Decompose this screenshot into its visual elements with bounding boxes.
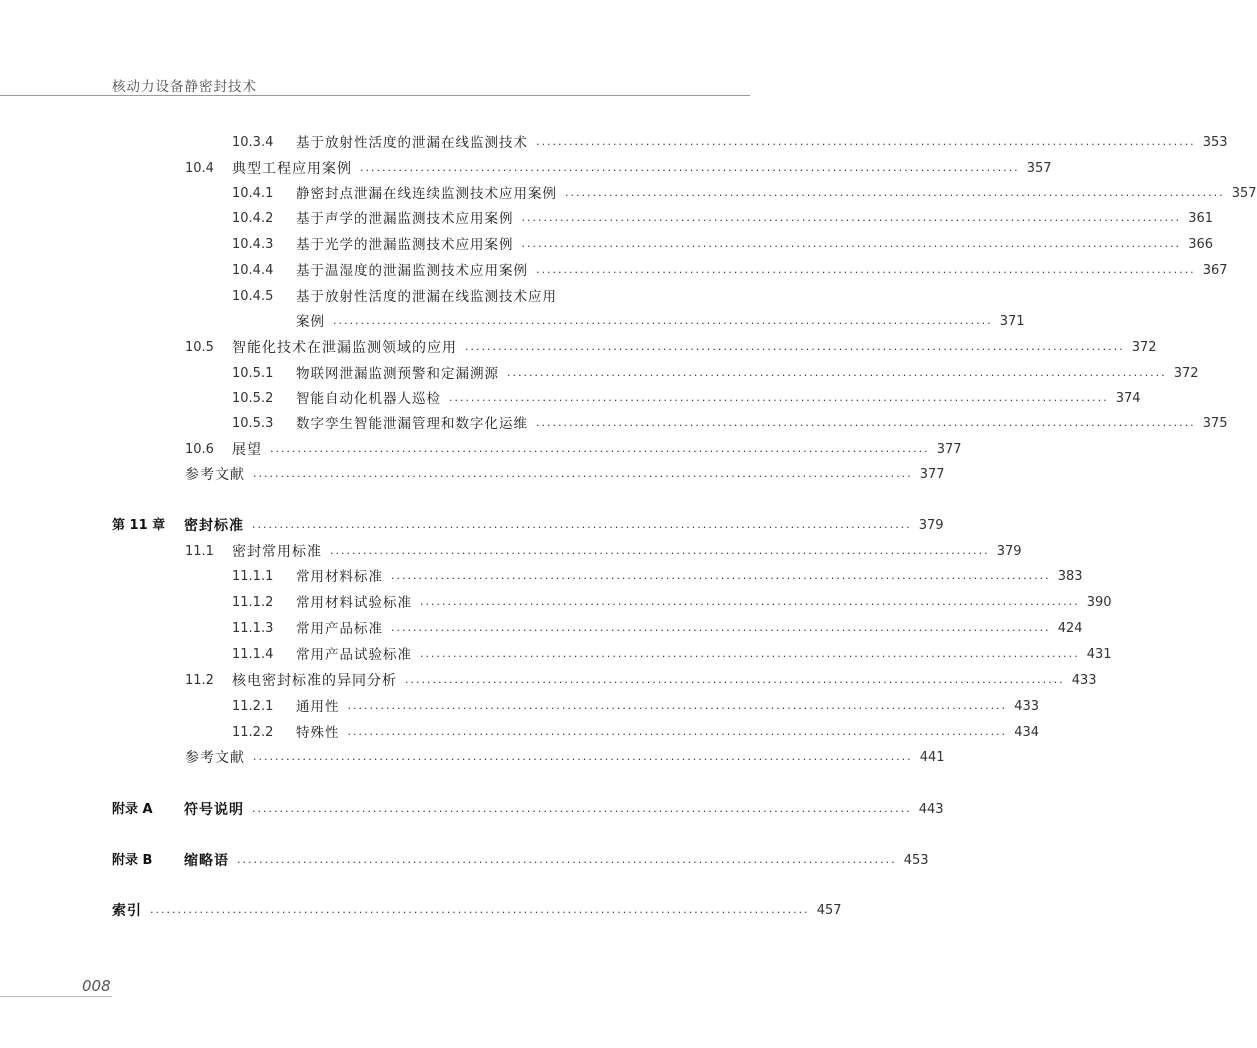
toc-entry-page: 367 xyxy=(1202,263,1228,278)
dot-leader: ························································································································ xyxy=(360,164,1020,177)
toc-entry[interactable] xyxy=(232,590,1112,612)
toc-entry-page: 443 xyxy=(918,802,944,817)
toc-entry-number: 10.4.4 xyxy=(232,263,274,278)
footer-divider xyxy=(0,996,112,997)
toc-entry-page: 457 xyxy=(816,903,842,918)
toc-entry-number: 11.1.3 xyxy=(232,621,274,636)
dot-leader: ························································································································ xyxy=(150,906,810,919)
dot-leader: ························································································································ xyxy=(391,572,1051,585)
toc-entry-number: 11.2.1 xyxy=(232,699,274,714)
toc-entry[interactable] xyxy=(185,668,1097,690)
toc-entry-title: 密封常用标准 xyxy=(232,544,322,560)
toc-entry[interactable] xyxy=(232,616,1083,638)
toc-entry-number: 第 11 章 xyxy=(112,518,166,533)
toc-entry-title: 静密封点泄漏在线连续监测技术应用案例 xyxy=(296,186,557,202)
toc-entry-title: 基于声学的泄漏监测技术应用案例 xyxy=(296,211,514,227)
toc-entry[interactable] xyxy=(112,848,929,870)
toc-entry-number: 10.4 xyxy=(185,161,214,176)
toc-entry-number: 11.1.4 xyxy=(232,647,274,662)
toc-entry[interactable] xyxy=(232,720,1040,742)
toc-entry-number: 10.5.2 xyxy=(232,391,274,406)
toc-entry-page: 431 xyxy=(1086,647,1112,662)
toc-entry-page: 374 xyxy=(1115,391,1141,406)
toc-entry-title: 基于放射性活度的泄漏在线监测技术应用 xyxy=(296,289,557,305)
toc-entry-title: 索引 xyxy=(112,903,142,919)
toc-entry[interactable] xyxy=(232,130,1228,152)
toc-entry-title: 缩略语 xyxy=(184,853,229,869)
toc-entry[interactable] xyxy=(185,156,1052,178)
toc-entry[interactable] xyxy=(185,437,962,459)
toc-entry-page: 379 xyxy=(918,518,944,533)
toc-entry[interactable] xyxy=(232,258,1228,280)
dot-leader: ························································································································ xyxy=(253,470,913,483)
toc-entry-page: 383 xyxy=(1057,569,1083,584)
toc-entry-page: 366 xyxy=(1188,237,1214,252)
toc-entry-page: 357 xyxy=(1026,161,1052,176)
toc-entry-page: 353 xyxy=(1202,135,1228,150)
toc-entry-number: 10.5.1 xyxy=(232,366,274,381)
toc-entry[interactable] xyxy=(232,284,637,306)
toc-entry-title: 参考文献 xyxy=(185,750,245,766)
toc-entry[interactable] xyxy=(232,386,1141,408)
toc-entry-title: 常用产品试验标准 xyxy=(296,647,412,663)
toc-entry-title: 基于放射性活度的泄漏在线监测技术 xyxy=(296,135,528,151)
toc-entry-title: 展望 xyxy=(232,442,262,458)
dot-leader: ························································································································ xyxy=(565,189,1225,202)
dot-leader: ························································································································ xyxy=(449,394,1109,407)
toc-entry-page: 433 xyxy=(1071,673,1097,688)
toc-entry-number: 11.1.1 xyxy=(232,569,274,584)
toc-entry-title: 通用性 xyxy=(296,699,340,715)
book-title: 核动力设备静密封技术 xyxy=(112,79,257,95)
toc-entry[interactable] xyxy=(232,642,1112,664)
toc-entry-number: 10.5 xyxy=(185,340,214,355)
toc-entry[interactable] xyxy=(185,539,1022,561)
dot-leader: ························································································································ xyxy=(330,547,990,560)
toc-entry-title: 符号说明 xyxy=(184,802,244,818)
toc-entry-number: 附录 B xyxy=(112,853,153,868)
toc-entry[interactable] xyxy=(185,335,1157,357)
toc-entry[interactable] xyxy=(185,462,945,484)
toc-entry-page: 441 xyxy=(919,750,945,765)
toc-entry-title: 案例 xyxy=(296,314,325,330)
dot-leader: ························································································································ xyxy=(521,214,1182,227)
toc-entry-number: 10.4.3 xyxy=(232,237,274,252)
toc-entry-number: 10.4.2 xyxy=(232,211,274,226)
toc-entry-number: 11.2.2 xyxy=(232,725,274,740)
dot-leader: ························································································································ xyxy=(536,138,1196,151)
toc-entry-page: 379 xyxy=(996,544,1022,559)
toc-entry-page: 377 xyxy=(919,467,945,482)
toc-entry-number: 10.3.4 xyxy=(232,135,274,150)
toc-entry-title: 基于温湿度的泄漏监测技术应用案例 xyxy=(296,263,528,279)
toc-entry-title: 参考文献 xyxy=(185,467,245,483)
dot-leader: ························································································································ xyxy=(252,805,912,818)
toc-entry-number: 11.2 xyxy=(185,673,214,688)
toc-entry[interactable] xyxy=(232,361,1199,383)
toc-entry-number: 10.4.1 xyxy=(232,186,274,201)
toc-entry-number: 10.4.5 xyxy=(232,289,274,304)
toc-entry-page: 361 xyxy=(1188,211,1214,226)
dot-leader: ························································································································ xyxy=(253,753,913,766)
toc-entry-title: 数字孪生智能泄漏管理和数字化运维 xyxy=(296,416,528,432)
toc-entry-title: 密封标准 xyxy=(184,518,244,534)
toc-entry[interactable] xyxy=(112,797,944,819)
toc-entry-number: 11.1.2 xyxy=(232,595,274,610)
toc-entry[interactable] xyxy=(296,309,1025,331)
toc-entry[interactable] xyxy=(232,564,1083,586)
dot-leader: ························································································································ xyxy=(237,856,897,869)
toc-entry-title: 常用产品标准 xyxy=(296,621,383,637)
toc-entry-page: 357 xyxy=(1231,186,1257,201)
toc-entry-number: 附录 A xyxy=(112,802,153,817)
toc-entry-page: 372 xyxy=(1173,366,1199,381)
toc-entry[interactable] xyxy=(232,181,1257,203)
dot-leader: ························································································································ xyxy=(252,521,912,534)
toc-entry[interactable] xyxy=(232,232,1214,254)
toc-entry-page: 375 xyxy=(1202,416,1228,431)
dot-leader: ························································································································ xyxy=(536,419,1196,432)
toc-entry-number: 11.1 xyxy=(185,544,214,559)
toc-entry-page: 433 xyxy=(1014,699,1040,714)
page-number: 008 xyxy=(82,977,111,995)
toc-entry-page: 390 xyxy=(1086,595,1112,610)
dot-leader: ························································································································ xyxy=(507,369,1167,382)
dot-leader: ························································································································ xyxy=(465,343,1125,356)
dot-leader: ························································································································ xyxy=(333,317,993,330)
toc-entry-title: 典型工程应用案例 xyxy=(232,161,352,177)
toc-entry-title: 物联网泄漏监测预警和定漏溯源 xyxy=(296,366,499,382)
toc-entry-number: 10.5.3 xyxy=(232,416,274,431)
dot-leader: ························································································································ xyxy=(347,702,1008,715)
toc-entry[interactable] xyxy=(232,206,1214,228)
toc-entry-title: 核电密封标准的异同分析 xyxy=(232,673,397,689)
toc-entry[interactable] xyxy=(112,513,944,535)
dot-leader: ························································································································ xyxy=(521,240,1182,253)
dot-leader: ························································································································ xyxy=(347,728,1008,741)
toc-entry-page: 377 xyxy=(936,442,962,457)
toc-entry[interactable] xyxy=(232,411,1228,433)
toc-entry-title: 常用材料标准 xyxy=(296,569,383,585)
toc-entry-number: 10.6 xyxy=(185,442,214,457)
toc-entry-page: 424 xyxy=(1057,621,1083,636)
toc-entry-title: 智能自动化机器人巡检 xyxy=(296,391,441,407)
dot-leader: ························································································································ xyxy=(420,650,1080,663)
dot-leader: ························································································································ xyxy=(420,598,1080,611)
dot-leader: ························································································································ xyxy=(405,676,1065,689)
toc-entry-page: 372 xyxy=(1131,340,1157,355)
dot-leader: ························································································································ xyxy=(536,266,1196,279)
toc-entry-title: 基于光学的泄漏监测技术应用案例 xyxy=(296,237,514,253)
toc-entry-title: 常用材料试验标准 xyxy=(296,595,412,611)
toc-entry-page: 371 xyxy=(999,314,1025,329)
dot-leader: ························································································································ xyxy=(270,445,930,458)
toc-entry[interactable] xyxy=(185,745,945,767)
toc-entry-page: 434 xyxy=(1014,725,1040,740)
toc-entry-title: 智能化技术在泄漏监测领域的应用 xyxy=(232,340,457,356)
toc-entry-page: 453 xyxy=(903,853,929,868)
toc-entry[interactable] xyxy=(112,898,842,920)
toc-entry-title: 特殊性 xyxy=(296,725,340,741)
dot-leader: ························································································································ xyxy=(391,624,1051,637)
toc-entry[interactable] xyxy=(232,694,1040,716)
